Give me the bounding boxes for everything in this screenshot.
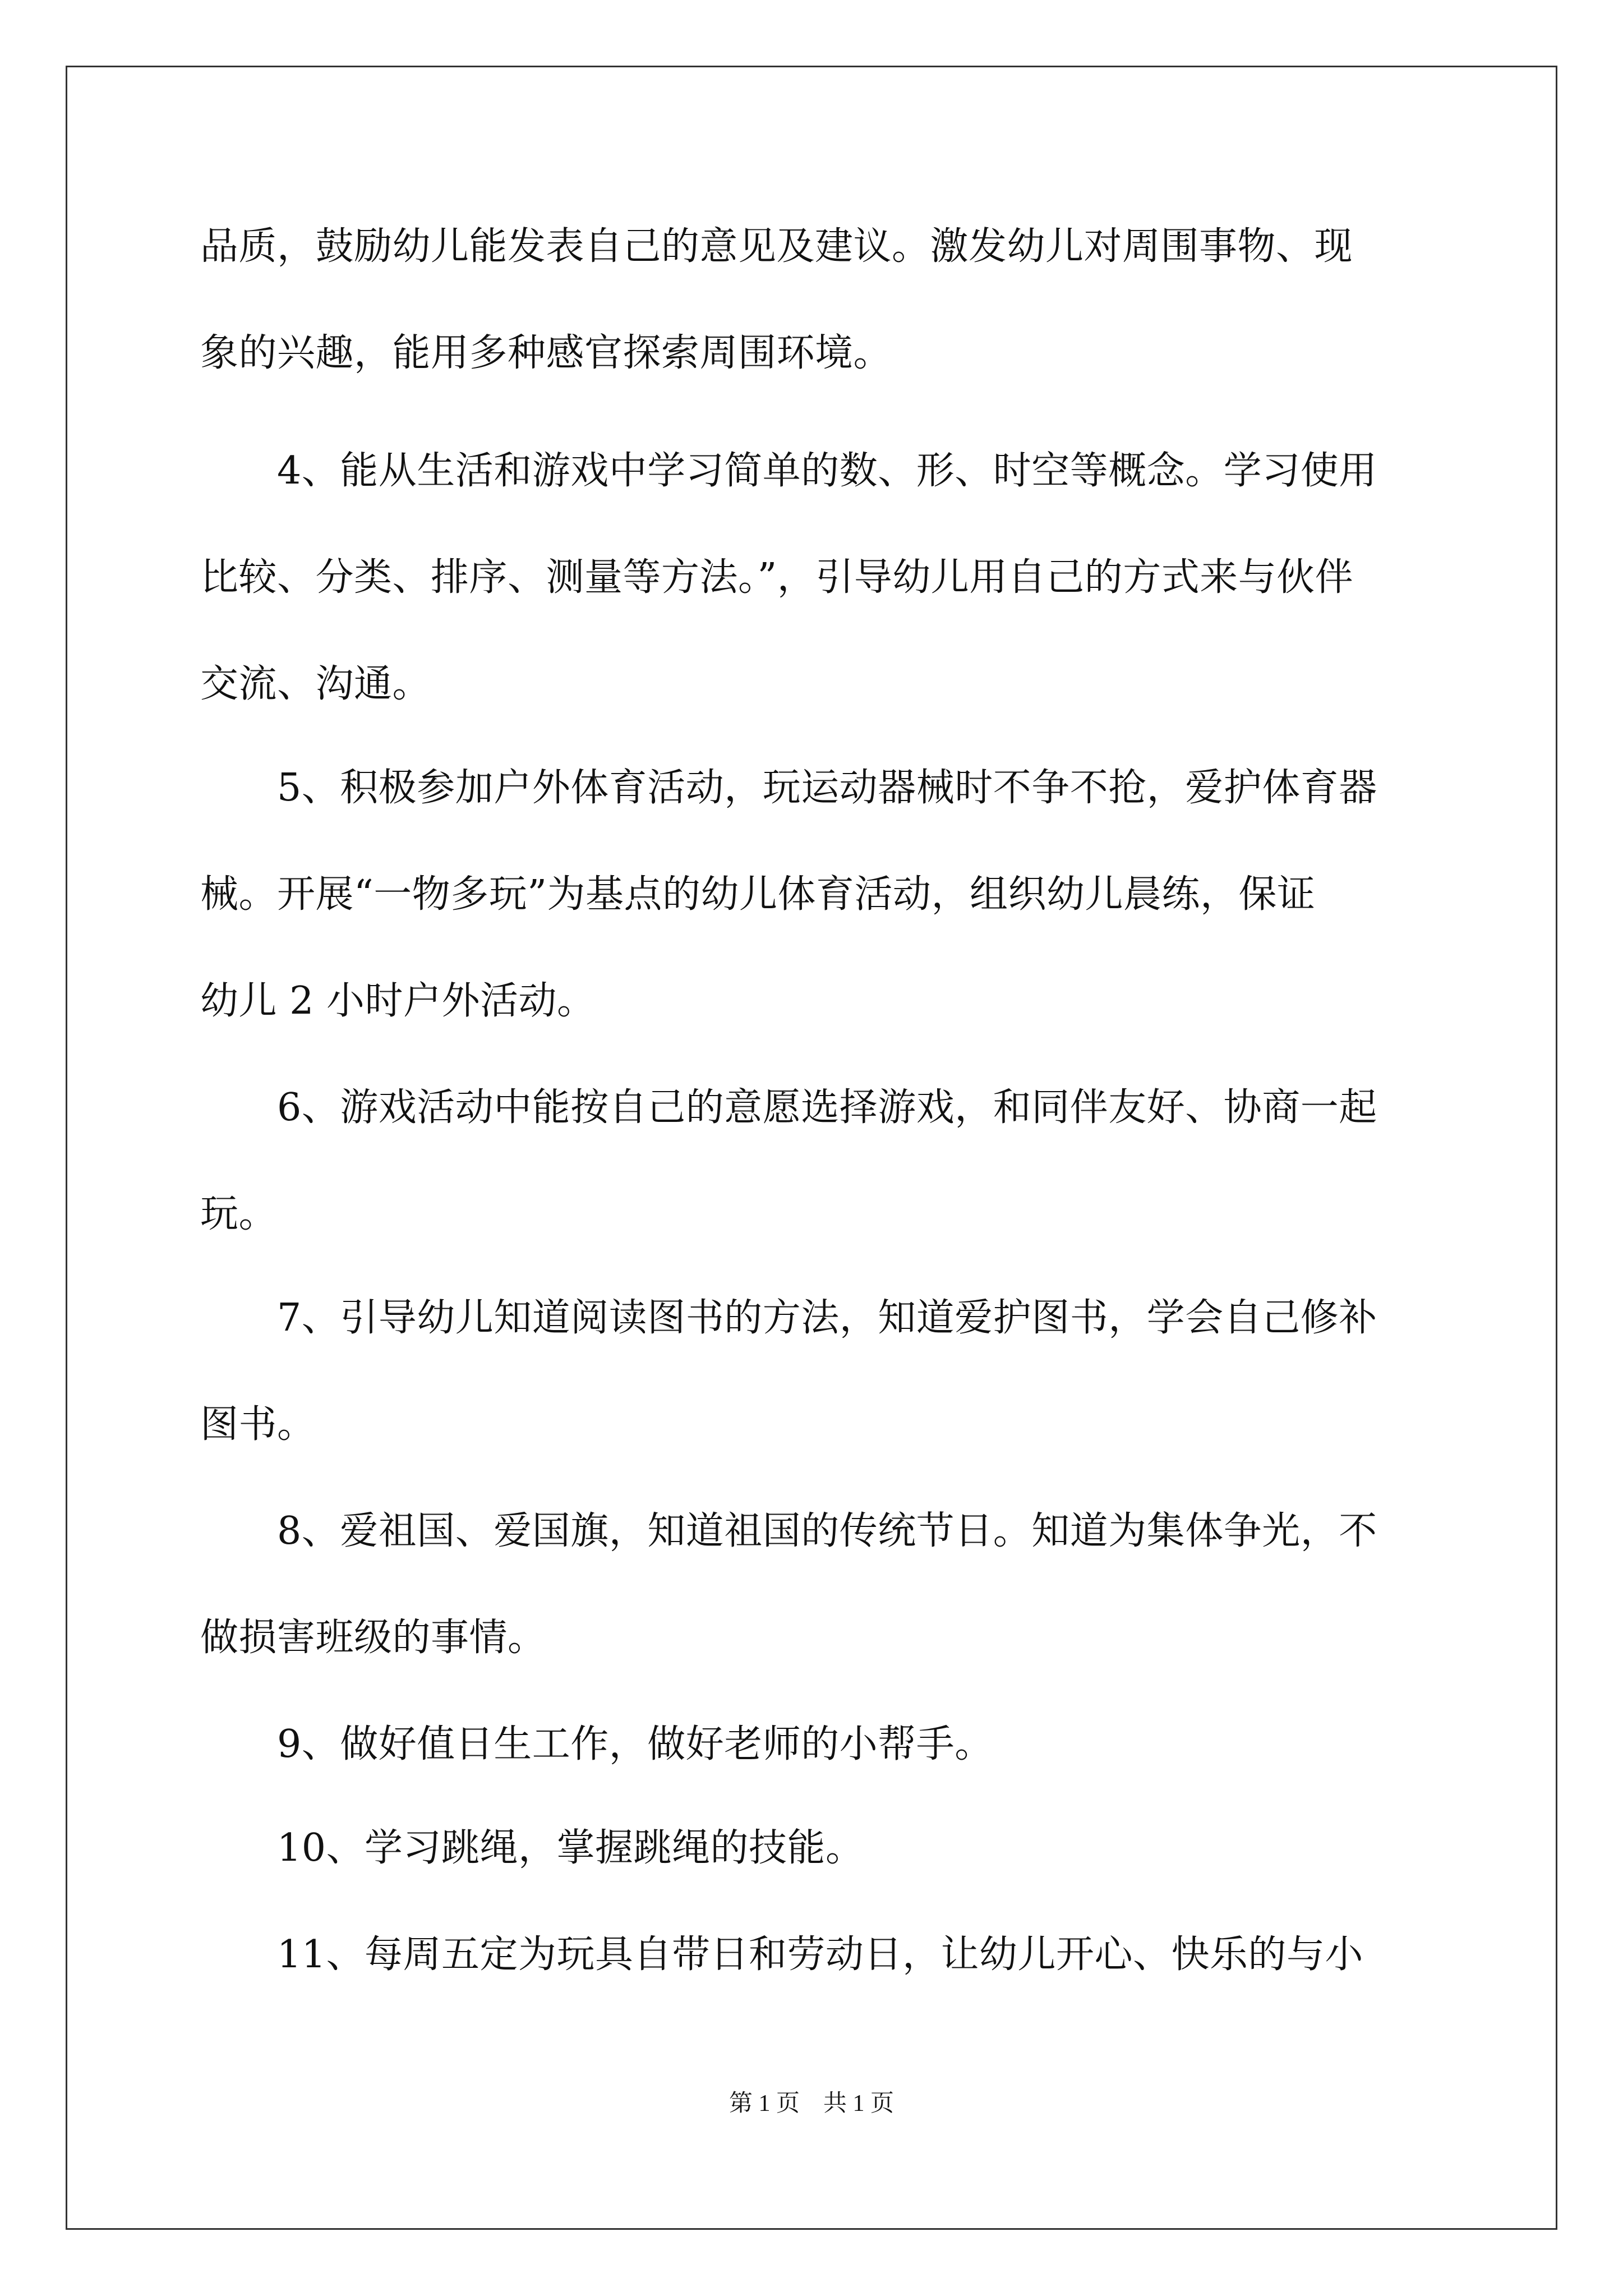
text-line: 5、积极参加户外体育活动，玩运动器械时不争不抢，爱护体育器: [200, 766, 1377, 810]
page-border: [66, 66, 1557, 2230]
text-line: 做损害班级的事情。: [200, 1616, 546, 1660]
text-line: 6、游戏活动中能按自己的意愿选择游戏，和同伴友好、协商一起: [200, 1085, 1377, 1130]
text-line: 11、每周五定为玩具自带日和劳动日，让幼儿开心、快乐的与小: [200, 1932, 1364, 1977]
page-footer: 第 1 页 共 1 页: [728, 2091, 894, 2116]
text-line: 8、爱祖国、爱国旗，知道祖国的传统节日。知道为集体争光，不: [200, 1509, 1377, 1553]
text-line: 图书。: [200, 1402, 316, 1447]
text-line: 械。开展“一物多玩”为基点的幼儿体育活动，组织幼儿晨练，保证: [200, 872, 1316, 917]
text-line: 10、学习跳绳，掌握跳绳的技能。: [200, 1826, 864, 1870]
text-line: 玩。: [200, 1192, 278, 1236]
text-line: 比较、分类、排序、测量等方法。”，引导幼儿用自己的方式来与伙伴: [200, 555, 1354, 600]
text-line: 交流、沟通。: [200, 662, 431, 706]
text-line: 7、引导幼儿知道阅读图书的方法，知道爱护图书，学会自己修补: [200, 1296, 1377, 1340]
text-line: 品质，鼓励幼儿能发表自己的意见及建议。激发幼儿对周围事物、现: [200, 224, 1353, 269]
text-line: 4、能从生活和游戏中学习简单的数、形、时空等概念。学习使用: [200, 449, 1377, 493]
text-line: 象的兴趣，能用多种感官探索周围环境。: [200, 331, 892, 375]
text-line: 9、做好值日生工作，做好老师的小帮手。: [200, 1722, 993, 1766]
text-line: 幼儿 2 小时户外活动。: [200, 979, 596, 1023]
